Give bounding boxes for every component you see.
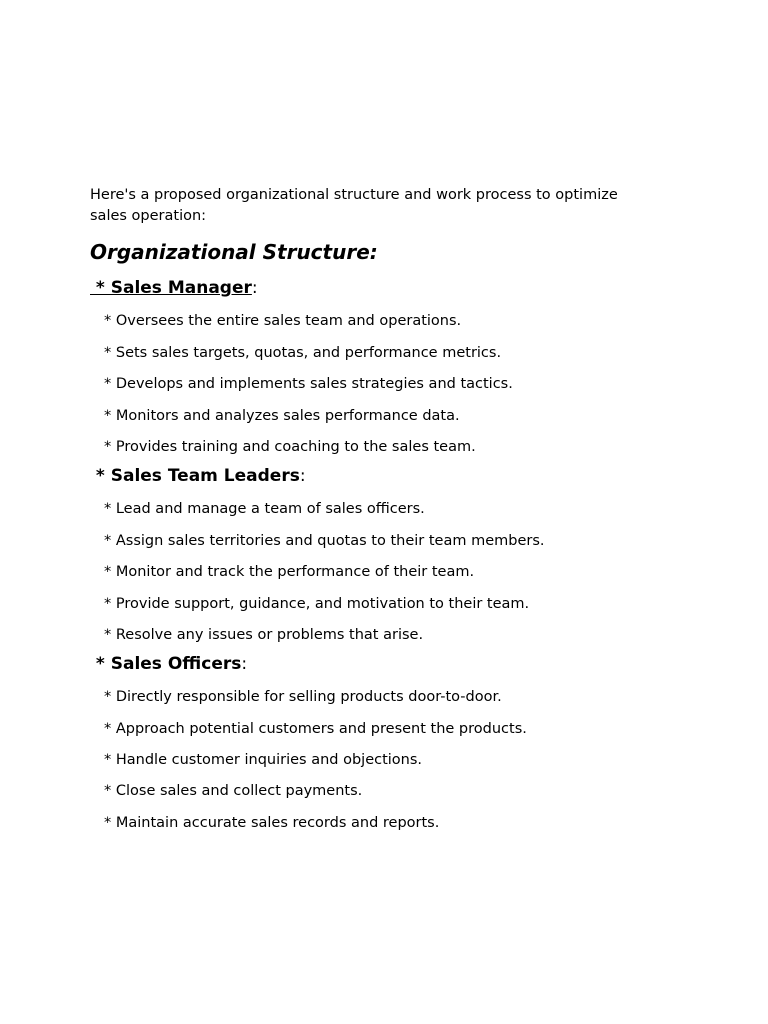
section-heading: Organizational Structure: bbox=[90, 240, 378, 264]
duty-list-sales-team-leaders bbox=[90, 499, 690, 645]
role-name: * Sales Officers bbox=[90, 653, 242, 674]
duty-list-sales-manager bbox=[90, 311, 690, 457]
list-item: * Provide support, guidance, and motivation to their team. bbox=[104, 595, 530, 612]
list-item: * Handle customer inquiries and objections. bbox=[104, 752, 423, 769]
role-suffix: : bbox=[299, 465, 306, 486]
list-item: * Close sales and collect payments. bbox=[104, 783, 363, 800]
list-item: * Monitor and track the performance of their team. bbox=[104, 564, 475, 581]
list-item: * Lead and manage a team of sales officers. bbox=[104, 501, 425, 518]
list-item: * Resolve any issues or problems that arise. bbox=[104, 626, 424, 643]
list-item: * Oversees the entire sales team and operations. bbox=[104, 313, 462, 330]
role-name: * Sales Team Leaders bbox=[90, 465, 300, 486]
list-item: * Develops and implements sales strategies and tactics. bbox=[104, 376, 513, 393]
list-item: * Sets sales targets, quotas, and performance metrics. bbox=[104, 344, 502, 361]
list-item: * Maintain accurate sales records and reports. bbox=[104, 814, 440, 831]
intro-line-1: Here's a proposed organizational structure and work process to optimize bbox=[90, 187, 618, 203]
duty-list-sales-officers bbox=[90, 687, 690, 833]
list-item: * Assign sales territories and quotas to their team members. bbox=[104, 532, 545, 549]
intro-line-2: sales operation: bbox=[90, 207, 207, 224]
role-heading-sales-team-leaders bbox=[90, 464, 690, 488]
role-heading-sales-officers bbox=[90, 652, 690, 676]
role-name: * Sales Manager bbox=[90, 278, 252, 298]
document-page bbox=[90, 185, 690, 833]
list-item: * Monitors and analyzes sales performance data. bbox=[104, 407, 460, 424]
list-item: * Provides training and coaching to the sales team. bbox=[104, 438, 476, 455]
intro-paragraph bbox=[90, 185, 690, 226]
role-heading-sales-manager bbox=[90, 276, 690, 300]
list-item: * Directly responsible for selling products door-to-door. bbox=[104, 689, 502, 706]
role-suffix: : bbox=[241, 653, 248, 674]
list-item: * Approach potential customers and present the products. bbox=[104, 720, 527, 737]
role-suffix: : bbox=[251, 278, 258, 298]
